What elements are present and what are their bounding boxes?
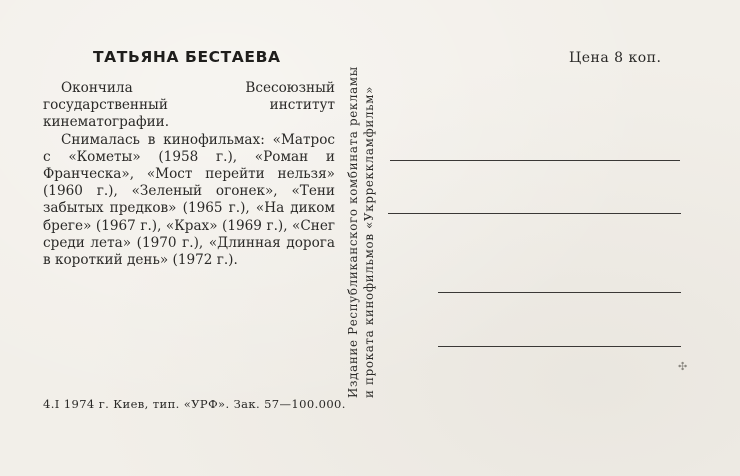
actress-name: ТАТЬЯНА БЕСТАЕВА xyxy=(93,48,281,66)
biography-paragraph-education: Окончила Всесоюзный государственный институт кинематографии. xyxy=(43,80,335,131)
address-line xyxy=(390,160,680,161)
publisher-line-2: и проката кинофильмов «Укрреккламфильм» xyxy=(362,85,376,398)
smudge-mark: ✣ xyxy=(678,360,688,373)
publisher-credit xyxy=(345,38,377,398)
address-line xyxy=(438,292,681,293)
publisher-line-1: Издание Республиканского комбината рекламы xyxy=(346,66,360,398)
biography-text xyxy=(43,80,335,269)
price-label: Цена 8 коп. xyxy=(569,50,662,66)
print-imprint: 4.I 1974 г. Киев, тип. «УРФ». Зак. 57—100.000. xyxy=(43,397,346,411)
address-line xyxy=(388,213,681,214)
biography-paragraph-films: Снималась в кинофильмах: «Матрос с «Кометы» (1958 г.), «Роман и Франческа», «Мост перейти нельзя» (1960 г.), «Зеленый огонек», «Тени забытых предков» (1965 г.), «На диком бреге» (1967 г.), «Крах» (1969 г.), «Снег среди лета» (1970 г.), «Длинная дорога в короткий день» (1972 г.). xyxy=(43,131,335,269)
address-line xyxy=(438,346,681,347)
